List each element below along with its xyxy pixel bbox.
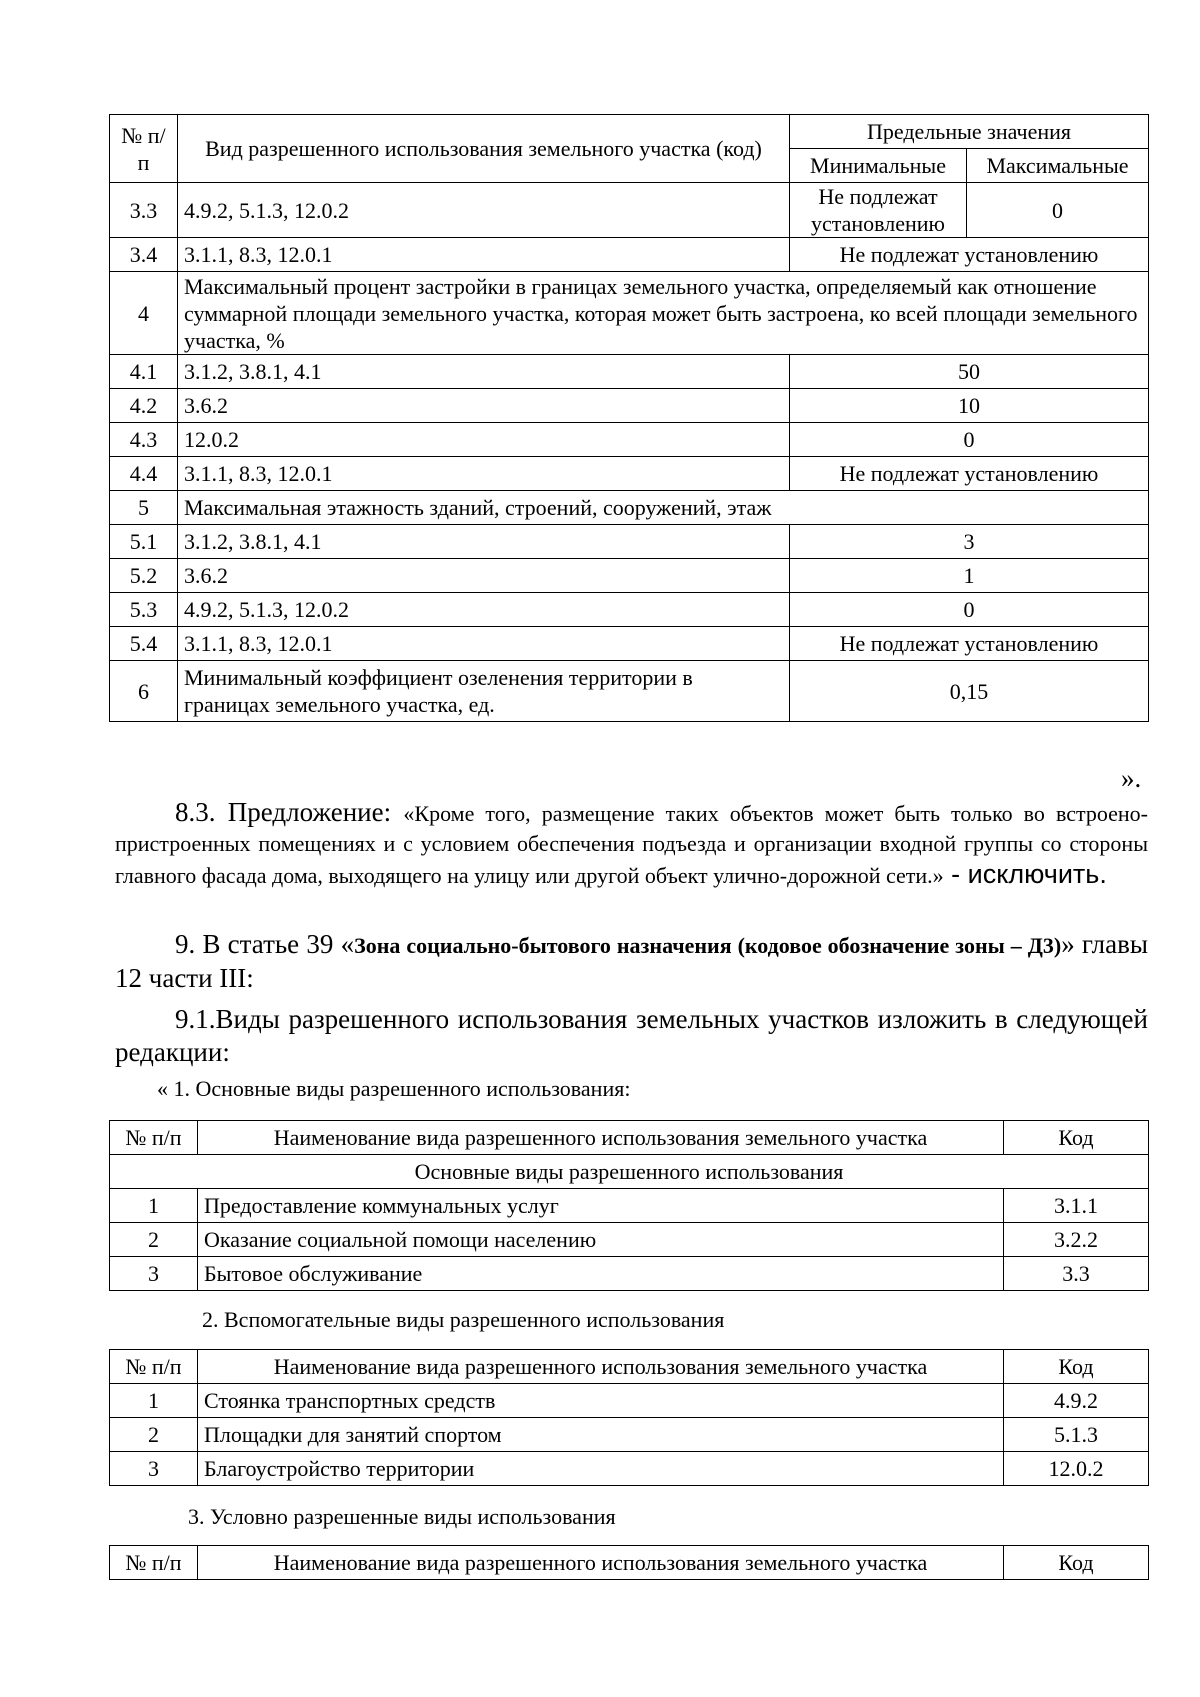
row-code: 3.1.1, 8.3, 12.0.1 bbox=[178, 627, 790, 661]
para-9-lead: 9. В статье 39 « bbox=[175, 929, 355, 959]
row-code: Минимальный коэффициент озеленения территории в границах земельного участка, ед. bbox=[178, 661, 790, 722]
table-row bbox=[110, 423, 1149, 457]
para-8-3-lead: 8.3. Предложение: bbox=[175, 797, 404, 827]
row-num: 2 bbox=[110, 1223, 198, 1257]
header-min: Минимальные bbox=[790, 149, 967, 183]
row-code: 3.1.2, 3.8.1, 4.1 bbox=[178, 355, 790, 389]
table-row bbox=[110, 559, 1149, 593]
row-section-title: Максимальная этажность зданий, строений, сооружений, этаж bbox=[178, 491, 1149, 525]
table-row bbox=[110, 525, 1149, 559]
header-type: Вид разрешенного использования земельного участка (код) bbox=[178, 115, 790, 183]
limits-table bbox=[109, 114, 1149, 722]
row-value: Не подлежат установлению bbox=[790, 457, 1149, 491]
row-code: 3.6.2 bbox=[178, 389, 790, 423]
row-section-title: Максимальный процент застройки в границах земельного участка, определяемый как отношение суммарной площади земельного участка, которая может быть застроена, ко всей площади земельного участка, % bbox=[178, 272, 1149, 355]
row-num: 3.3 bbox=[110, 183, 178, 238]
quote-end: ». bbox=[1121, 763, 1142, 793]
row-code: 3.6.2 bbox=[178, 559, 790, 593]
header-limits: Предельные значения bbox=[790, 115, 1149, 149]
row-code: 3.3 bbox=[1004, 1257, 1149, 1291]
row-value: 10 bbox=[790, 389, 1149, 423]
row-name: Стоянка транспортных средств bbox=[198, 1384, 1004, 1418]
basic-uses-table bbox=[109, 1120, 1149, 1291]
header-num: № п/п bbox=[110, 1546, 198, 1580]
row-code: 12.0.2 bbox=[178, 423, 790, 457]
row-num: 4.2 bbox=[110, 389, 178, 423]
row-value: Не подлежат установлению bbox=[790, 627, 1149, 661]
paragraph-8-3 bbox=[115, 796, 1148, 891]
row-num: 5.2 bbox=[110, 559, 178, 593]
para-8-3-tail: - исключить. bbox=[943, 859, 1107, 889]
row-code: 4.9.2, 5.1.3, 12.0.2 bbox=[178, 593, 790, 627]
row-num: 6 bbox=[110, 661, 178, 722]
header-max: Максимальные bbox=[967, 149, 1149, 183]
row-num: 1 bbox=[110, 1384, 198, 1418]
section-title: Основные виды разрешенного использования bbox=[110, 1155, 1149, 1189]
para-9-tail: » главы 12 части III: bbox=[115, 929, 1148, 993]
row-num: 4.1 bbox=[110, 355, 178, 389]
paragraph-9-1: 9.1.Виды разрешенного использования земельных участков изложить в следующей редакции: bbox=[115, 1004, 1148, 1067]
row-value: 0,15 bbox=[790, 661, 1149, 722]
row-num: 4.3 bbox=[110, 423, 178, 457]
row-name: Предоставление коммунальных услуг bbox=[198, 1189, 1004, 1223]
row-num: 5.3 bbox=[110, 593, 178, 627]
header-code: Код bbox=[1004, 1121, 1149, 1155]
table-row bbox=[110, 593, 1149, 627]
table-row bbox=[110, 491, 1149, 525]
subheading-1: « 1. Основные виды разрешенного использования: bbox=[157, 1076, 631, 1101]
row-code: 4.9.2, 5.1.3, 12.0.2 bbox=[178, 183, 790, 238]
para-8-3-body: «Кроме того, размещение таких объектов может быть только во встроено-пристроенных помещениях и с условием обеспечения подъезда и организации входной группы со стороны главного фасада дома, выходящего на улицу или другой объект улично-дорожной сети.» bbox=[115, 801, 1148, 888]
header-name: Наименование вида разрешенного использования земельного участка bbox=[198, 1121, 1004, 1155]
row-value: 0 bbox=[790, 423, 1149, 457]
row-value: Не подлежат установлению bbox=[790, 238, 1149, 272]
row-name: Благоустройство территории bbox=[198, 1452, 1004, 1486]
row-code: 12.0.2 bbox=[1004, 1452, 1149, 1486]
header-code: Код bbox=[1004, 1350, 1149, 1384]
row-num: 5.1 bbox=[110, 525, 178, 559]
row-value: 50 bbox=[790, 355, 1149, 389]
row-value: 1 bbox=[790, 559, 1149, 593]
row-name: Бытовое обслуживание bbox=[198, 1257, 1004, 1291]
row-code: 4.9.2 bbox=[1004, 1384, 1149, 1418]
row-code: 3.1.1, 8.3, 12.0.1 bbox=[178, 457, 790, 491]
table-row bbox=[110, 1384, 1149, 1418]
row-code: 3.1.2, 3.8.1, 4.1 bbox=[178, 525, 790, 559]
row-code: 3.1.1 bbox=[1004, 1189, 1149, 1223]
table-row bbox=[110, 389, 1149, 423]
row-code: 3.2.2 bbox=[1004, 1223, 1149, 1257]
table-row bbox=[110, 627, 1149, 661]
table-row bbox=[110, 1189, 1149, 1223]
auxiliary-uses-table bbox=[109, 1349, 1149, 1486]
table-row bbox=[110, 1452, 1149, 1486]
row-num: 5.4 bbox=[110, 627, 178, 661]
row-name: Площадки для занятий спортом bbox=[198, 1418, 1004, 1452]
row-num: 3 bbox=[110, 1452, 198, 1486]
table-row bbox=[110, 355, 1149, 389]
row-num: 1 bbox=[110, 1189, 198, 1223]
header-num: № п/п bbox=[110, 1121, 198, 1155]
table-row bbox=[110, 1418, 1149, 1452]
row-value: 3 bbox=[790, 525, 1149, 559]
row-code: 5.1.3 bbox=[1004, 1418, 1149, 1452]
subheading-3: 3. Условно разрешенные виды использования bbox=[188, 1504, 616, 1529]
row-num: 2 bbox=[110, 1418, 198, 1452]
header-num: № п/п bbox=[110, 115, 178, 183]
table-row bbox=[110, 457, 1149, 491]
row-name: Оказание социальной помощи населению bbox=[198, 1223, 1004, 1257]
row-num: 3 bbox=[110, 1257, 198, 1291]
para-9-bold: Зона социально-бытового назначения (кодовое обозначение зоны – Д3) bbox=[354, 933, 1062, 958]
row-code: 3.1.1, 8.3, 12.0.1 bbox=[178, 238, 790, 272]
row-num: 3.4 bbox=[110, 238, 178, 272]
table-row bbox=[110, 238, 1149, 272]
header-code: Код bbox=[1004, 1546, 1149, 1580]
table-row bbox=[110, 1257, 1149, 1291]
header-name: Наименование вида разрешенного использования земельного участка bbox=[198, 1546, 1004, 1580]
header-num: № п/п bbox=[110, 1350, 198, 1384]
table-row bbox=[110, 661, 1149, 722]
table-row bbox=[110, 272, 1149, 355]
row-num: 4 bbox=[110, 272, 178, 355]
row-num: 4.4 bbox=[110, 457, 178, 491]
paragraph-9 bbox=[115, 928, 1148, 995]
row-max: 0 bbox=[967, 183, 1149, 238]
conditional-uses-table bbox=[109, 1545, 1149, 1580]
header-name: Наименование вида разрешенного использования земельного участка bbox=[198, 1350, 1004, 1384]
row-min: Не подлежат установлению bbox=[790, 183, 967, 238]
table-row bbox=[110, 183, 1149, 238]
subheading-2: 2. Вспомогательные виды разрешенного использования bbox=[202, 1307, 725, 1332]
row-num: 5 bbox=[110, 491, 178, 525]
row-value: 0 bbox=[790, 593, 1149, 627]
table-row bbox=[110, 1223, 1149, 1257]
